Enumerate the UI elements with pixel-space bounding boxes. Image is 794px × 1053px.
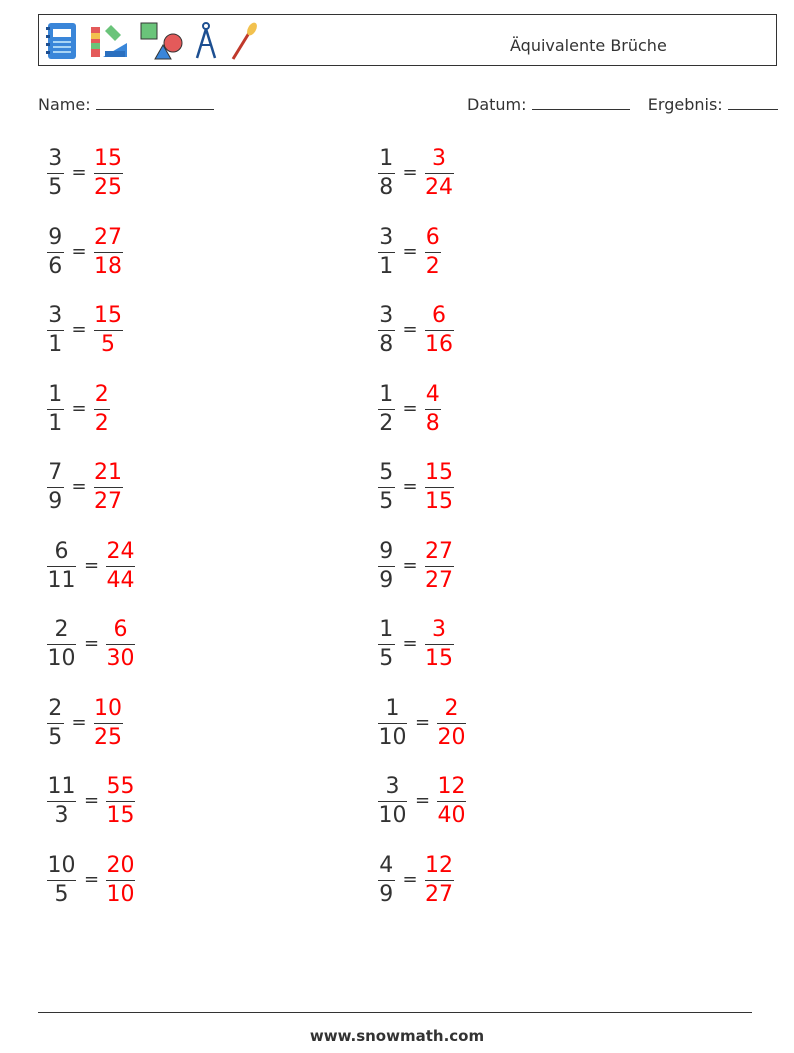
numerator: 1 [379,617,394,642]
answer-numerator: 2 [444,695,459,721]
answer-fraction [425,459,454,516]
given-fraction [378,616,395,673]
notebook-icon [45,21,79,61]
given-fraction [378,145,395,202]
fraction-problem [47,224,247,288]
ruler-pencil-icon [89,21,129,61]
denominator: 1 [379,253,394,279]
fraction-problem [378,616,578,680]
result-line[interactable] [728,93,778,110]
denominator: 9 [48,489,63,514]
numerator: 9 [379,538,394,564]
answer-numerator: 15 [425,460,453,485]
answer-numerator: 12 [425,852,453,878]
answer-fraction [425,224,442,281]
fraction-problem [47,459,247,523]
answer-fraction [106,538,135,595]
given-fraction [378,302,395,359]
equals-sign: = [402,633,418,654]
answer-denominator: 44 [106,567,135,593]
equals-sign: = [71,240,87,262]
answer-fraction [425,145,454,202]
answer-numerator: 6 [113,617,128,642]
header-icons [45,19,259,63]
numerator: 3 [48,146,63,171]
fraction-problem [47,381,247,445]
given-fraction [47,538,76,595]
name-label: Name: [38,95,91,114]
answer-denominator: 27 [425,567,453,593]
answer-fraction [425,302,454,359]
answer-numerator: 15 [94,303,122,328]
answer-numerator: 27 [94,224,122,250]
answer-denominator: 15 [425,489,453,514]
equals-sign: = [402,554,418,576]
answer-denominator: 20 [437,724,466,750]
answer-denominator: 10 [106,881,135,907]
answer-fraction [425,616,454,673]
equals-sign: = [71,476,87,497]
answer-denominator: 30 [106,646,135,671]
equals-sign: = [402,868,418,890]
answer-fraction [94,224,123,281]
brush-icon [229,21,259,61]
numerator: 2 [48,695,63,721]
given-fraction [47,695,64,752]
given-fraction [47,852,76,909]
equals-sign: = [402,240,418,262]
answer-denominator: 2 [94,410,109,436]
fraction-problem [378,852,578,916]
equals-sign: = [71,319,87,340]
given-fraction [47,616,76,673]
answer-numerator: 4 [425,381,440,407]
equals-sign: = [84,633,100,654]
answer-numerator: 55 [106,774,135,799]
answer-fraction [106,773,135,830]
answer-denominator: 2 [425,253,440,279]
shapes-icon [139,21,183,61]
answer-denominator: 27 [425,881,453,907]
equals-sign: = [71,162,87,183]
given-fraction [47,381,64,438]
denominator: 10 [378,724,407,750]
answer-numerator: 20 [106,852,135,878]
answer-numerator: 2 [94,381,109,407]
denominator: 5 [54,881,69,907]
name-line[interactable] [96,93,214,110]
answer-denominator: 15 [106,803,135,828]
denominator: 1 [48,332,63,357]
answer-denominator: 40 [437,803,466,828]
answer-fraction [106,852,135,909]
given-fraction [378,695,407,752]
equals-sign: = [71,397,87,419]
denominator: 8 [379,175,394,200]
numerator: 2 [54,617,69,642]
answer-fraction [425,381,442,438]
numerator: 3 [385,774,400,799]
answer-fraction [106,616,135,673]
answer-fraction [94,459,123,516]
numerator: 11 [47,774,76,799]
equals-sign: = [84,790,100,811]
compass-icon [193,21,219,61]
numerator: 1 [379,381,394,407]
denominator: 2 [379,410,394,436]
answer-denominator: 5 [101,332,115,357]
answer-fraction [94,381,111,438]
given-fraction [378,381,395,438]
answer-denominator: 25 [94,724,122,750]
name-field [38,93,214,114]
numerator: 5 [379,460,394,485]
footer-divider [38,1012,752,1013]
denominator: 10 [47,646,76,671]
equals-sign: = [84,554,100,576]
answer-numerator: 6 [425,224,440,250]
fraction-problem [378,145,578,209]
given-fraction [47,459,64,516]
numerator: 3 [379,224,394,250]
numerator: 4 [379,852,394,878]
equals-sign: = [402,476,418,497]
answer-numerator: 24 [106,538,135,564]
denominator: 10 [378,803,407,828]
answer-fraction [94,302,123,359]
page-title: Äquivalente Brüche [510,36,667,55]
answer-numerator: 3 [432,617,446,642]
given-fraction [378,773,407,830]
answer-fraction [425,852,454,909]
fraction-problem [47,695,247,759]
given-fraction [378,538,395,595]
fraction-problem [378,695,578,759]
denominator: 5 [379,489,394,514]
equals-sign: = [84,868,100,890]
fraction-problem [378,538,578,602]
denominator: 11 [47,567,76,593]
answer-numerator: 12 [437,774,466,799]
given-fraction [378,459,395,516]
numerator: 1 [48,381,63,407]
date-line[interactable] [532,93,630,110]
equals-sign: = [71,711,87,733]
given-fraction [47,224,64,281]
answer-fraction [94,145,123,202]
answer-denominator: 27 [94,489,122,514]
answer-fraction [425,538,454,595]
answer-fraction [437,773,466,830]
equals-sign: = [402,319,418,340]
answer-numerator: 21 [94,460,122,485]
fraction-problem [47,616,247,680]
date-result-fields [467,93,778,114]
given-fraction [47,302,64,359]
answer-denominator: 16 [425,332,453,357]
denominator: 6 [48,253,63,279]
answer-numerator: 15 [94,146,122,171]
numerator: 9 [48,224,63,250]
denominator: 8 [379,332,394,357]
given-fraction [378,852,395,909]
fraction-problem [47,302,247,366]
fraction-problem [47,852,247,916]
denominator: 5 [48,724,63,750]
numerator: 3 [48,303,63,328]
equals-sign: = [402,397,418,419]
numerator: 3 [379,303,394,328]
fraction-problem [378,459,578,523]
fraction-problem [378,773,578,837]
denominator: 9 [379,881,394,907]
numerator: 7 [48,460,63,485]
answer-numerator: 3 [432,146,446,171]
given-fraction [47,145,64,202]
answer-denominator: 24 [425,175,453,200]
result-label: Ergebnis: [647,95,723,114]
fraction-problem [378,302,578,366]
answer-numerator: 27 [425,538,453,564]
denominator: 3 [54,803,69,828]
numerator: 1 [385,695,400,721]
denominator: 9 [379,567,394,593]
numerator: 10 [47,852,76,878]
equals-sign: = [415,790,431,811]
denominator: 5 [379,646,394,671]
given-fraction [378,224,395,281]
numerator: 1 [379,146,394,171]
denominator: 5 [48,175,63,200]
answer-denominator: 15 [425,646,453,671]
answer-fraction [94,695,123,752]
answer-numerator: 10 [94,695,122,721]
fraction-problem [47,145,247,209]
fraction-problem [378,224,578,288]
answer-denominator: 25 [94,175,122,200]
answer-denominator: 8 [425,410,440,436]
answer-denominator: 18 [94,253,122,279]
equals-sign: = [415,711,431,733]
given-fraction [47,773,76,830]
answer-fraction [437,695,466,752]
fraction-problem [47,538,247,602]
fraction-problem [378,381,578,445]
denominator: 1 [48,410,63,436]
numerator: 6 [54,538,69,564]
header-box [38,14,777,66]
answer-numerator: 6 [432,303,446,328]
date-label: Datum: [467,95,527,114]
equals-sign: = [402,162,418,183]
fraction-problem [47,773,247,837]
footer-url: www.snowmath.com [309,1027,485,1045]
